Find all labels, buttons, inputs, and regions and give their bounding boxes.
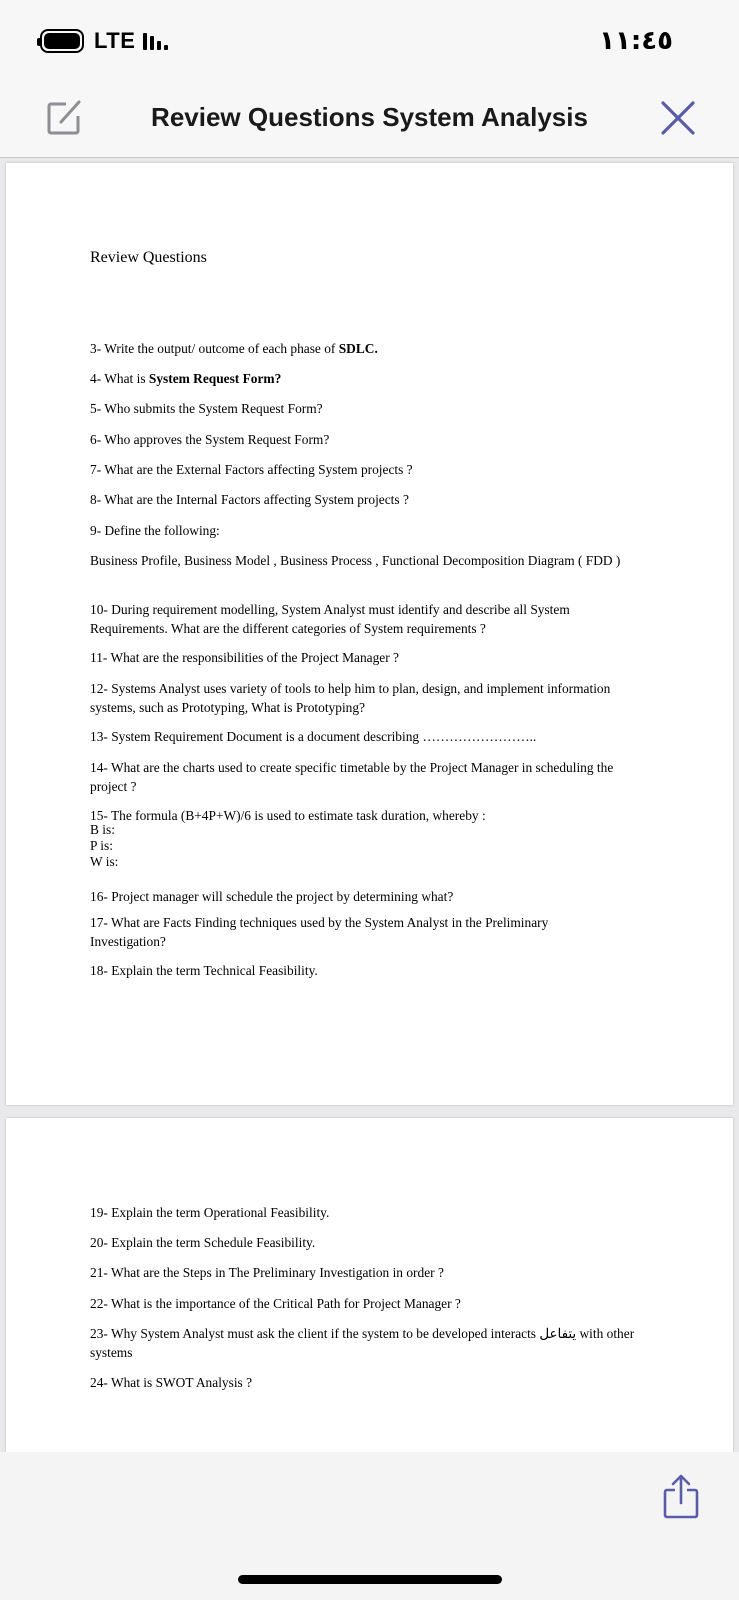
question-15-b: B is:	[90, 822, 115, 837]
share-button[interactable]	[662, 1474, 700, 1520]
question-17: 17- What are Facts Finding techniques used by the System Analyst in the Preliminary Investigation?	[90, 915, 549, 949]
document-page-2[interactable]	[6, 1118, 733, 1452]
question-13: 13- System Requirement Document is a document describing ……………………..	[90, 729, 537, 744]
question-4: 4- What is System Request Form?	[90, 371, 282, 386]
question-7: 7- What are the External Factors affecting System projects ?	[90, 462, 413, 477]
question-22: 22- What is the importance of the Critical Path for Project Manager ?	[90, 1296, 461, 1311]
question-23: 23- Why System Analyst must ask the client if the system to be developed interacts يتفاعل with other systems	[90, 1326, 635, 1360]
question-16: 16- Project manager will schedule the project by determining what?	[90, 889, 454, 904]
question-6: 6- Who approves the System Request Form?	[90, 432, 330, 447]
signal-icon	[143, 32, 171, 50]
document-page-1[interactable]	[6, 163, 733, 1105]
share-icon	[662, 1474, 700, 1520]
question-21: 21- What are the Steps in The Preliminary Investigation in order ?	[90, 1265, 444, 1280]
question-3: 3- Write the output/ outcome of each phase of SDLC.	[90, 341, 378, 356]
battery-icon	[40, 29, 84, 53]
close-icon	[660, 100, 696, 136]
question-9-items: Business Profile, Business Model , Business Process , Functional Decomposition Diagram ( FDD )	[90, 553, 621, 568]
question-15-w: W is:	[90, 854, 119, 869]
question-15: 15- The formula (B+4P+W)/6 is used to estimate task duration, whereby :	[90, 808, 486, 823]
question-18: 18- Explain the term Technical Feasibility.	[90, 963, 318, 978]
close-button[interactable]	[660, 100, 696, 136]
question-11: 11- What are the responsibilities of the Project Manager ?	[90, 650, 399, 665]
document-title: Review Questions System Analysis	[151, 102, 588, 132]
question-24: 24- What is SWOT Analysis ?	[90, 1375, 253, 1390]
question-9: 9- Define the following:	[90, 523, 220, 538]
network-type: LTE	[94, 28, 136, 53]
question-8: 8- What are the Internal Factors affecting System projects ?	[90, 492, 409, 507]
question-10: 10- During requirement modelling, System Analyst must identify and describe all System Requirements. What are the different categories of System requirements ?	[90, 602, 570, 636]
status-bar	[0, 0, 739, 84]
question-12: 12- Systems Analyst uses variety of tools to help him to plan, design, and implement information systems, such as Prototyping, What is Prototyping?	[90, 681, 611, 715]
question-20: 20- Explain the term Schedule Feasibility.	[90, 1235, 316, 1250]
question-19: 19- Explain the term Operational Feasibility.	[90, 1205, 330, 1220]
question-14: 14- What are the charts used to create specific timetable by the Project Manager in scheduling the project ?	[90, 760, 614, 794]
question-5: 5- Who submits the System Request Form?	[90, 401, 323, 416]
status-time: ١١:٤٥	[599, 26, 673, 56]
home-indicator[interactable]	[238, 1575, 502, 1584]
page-heading: Review Questions	[90, 249, 207, 266]
document-header	[0, 84, 739, 158]
question-15-p: P is:	[90, 838, 113, 853]
status-left	[40, 28, 171, 54]
